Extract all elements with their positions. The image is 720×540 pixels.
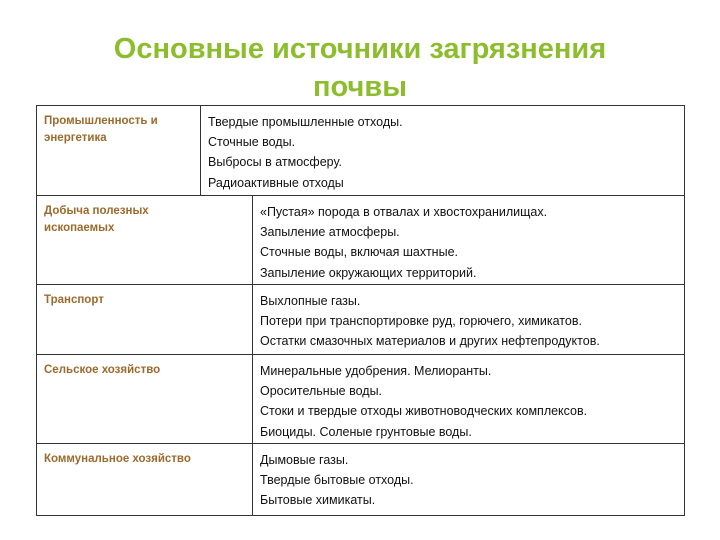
list-item: Биоциды. Соленые грунтовые воды.: [260, 424, 472, 439]
table-row-municipal: [37, 443, 684, 515]
list-item: Минеральные удобрения. Мелиоранты.: [260, 364, 492, 378]
source-cell: [37, 196, 253, 284]
table-row-industry: [37, 106, 684, 195]
items-cell: [201, 106, 684, 195]
list-item: Запыление атмосферы.: [260, 225, 400, 240]
list-item: Запыление окружающих территорий.: [260, 265, 477, 280]
source-label: Транспорт: [44, 294, 104, 306]
list-item: «Пустая» порода в отвалах и хвостохранилищах.: [260, 205, 548, 219]
source-label: Коммунальное хозяйство: [44, 453, 191, 465]
source-label: Сельское хозяйство: [44, 364, 161, 376]
list-item: Сточные воды, включая шахтные.: [260, 245, 458, 260]
items-cell: [253, 444, 684, 515]
list-item: Сточные воды.: [208, 135, 296, 150]
list-item: Бытовые химикаты.: [260, 493, 376, 508]
items-cell: [253, 196, 684, 284]
items-cell: [253, 285, 684, 354]
list-item: Оросительные воды.: [260, 384, 383, 399]
source-cell: [37, 444, 253, 515]
items-cell: [253, 355, 684, 443]
source-cell: [37, 285, 253, 354]
list-item: Выбросы в атмосферу.: [208, 155, 342, 170]
list-item: Твердые бытовые отходы.: [260, 473, 414, 488]
source-label: Добыча полезных ископаемых: [44, 205, 149, 234]
list-item: Потери при транспортировке руд, горючего, химикатов.: [260, 314, 582, 329]
list-item: Твердые промышленные отходы.: [208, 115, 403, 129]
title-line-2: почвы: [313, 71, 407, 103]
table-row-agriculture: [37, 354, 684, 443]
source-cell: Промышленность и энергетика: [37, 106, 201, 195]
table-row-mining: [37, 195, 684, 284]
list-item: Радиоактивные отходы: [208, 175, 344, 190]
list-item: Выхлопные газы.: [260, 294, 361, 308]
list-item: Дымовые газы.: [260, 453, 349, 467]
list-item: Стоки и твердые отходы животноводческих комплексов.: [260, 404, 588, 419]
source-cell: [37, 355, 253, 443]
table-row-transport: [37, 284, 684, 354]
pollution-sources-table: [36, 105, 685, 516]
page-title: [0, 30, 720, 106]
list-item: Остатки смазочных материалов и других нефтепродуктов.: [260, 334, 600, 349]
title-line-1: Основные источники загрязнения: [113, 33, 607, 65]
